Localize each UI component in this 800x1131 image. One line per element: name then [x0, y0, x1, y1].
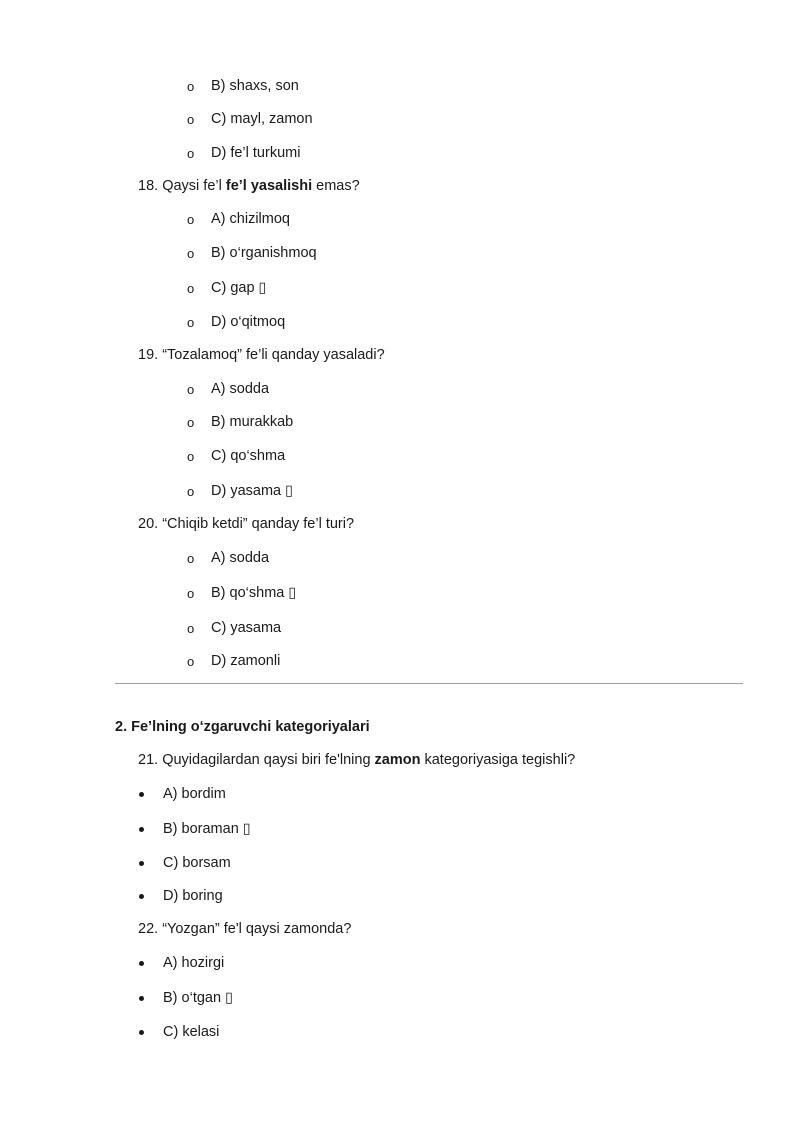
question-text-bold: zamon: [374, 752, 421, 768]
answer-option: D) boring: [163, 888, 223, 904]
question-number: 21.: [138, 752, 159, 768]
bullet-dot: [139, 1030, 144, 1035]
question-text-post: kategoriyasiga tegishli?: [420, 752, 576, 768]
list-marker: o: [187, 315, 195, 330]
answer-option: B) o‘tgan ▯: [163, 990, 234, 1006]
question-text: “Chiqib ketdi” qanday fe’l turi?: [162, 516, 355, 532]
list-marker: o: [187, 449, 195, 464]
question-text-pre: Quyidagilardan qaysi biri fe'lning: [162, 752, 375, 768]
question-number: 22.: [138, 921, 159, 937]
list-marker: o: [187, 415, 195, 430]
answer-option: C) yasama: [211, 620, 282, 636]
answer-option: C) kelasi: [163, 1024, 220, 1040]
question-text: “Yozgan” fe'l qaysi zamonda?: [162, 921, 352, 937]
question-number: 18.: [138, 178, 159, 194]
list-marker: o: [187, 621, 195, 636]
question-22: [138, 920, 351, 938]
question-20: [138, 515, 354, 533]
question-text-pre: Qaysi fe’l: [162, 178, 226, 194]
answer-option: D) zamonli: [211, 653, 281, 669]
answer-option: B) murakkab: [211, 414, 294, 430]
question-text-post: emas?: [312, 178, 360, 194]
answer-option: A) chizilmoq: [211, 211, 290, 227]
answer-option: C) qo‘shma: [211, 448, 286, 464]
question-19: [138, 346, 385, 364]
bullet-dot: [139, 961, 144, 966]
question-number: 20.: [138, 516, 159, 532]
answer-option: C) gap ▯: [211, 280, 267, 296]
answer-option: A) sodda: [211, 381, 270, 397]
bullet-dot: [139, 894, 144, 899]
answer-option: C) mayl, zamon: [211, 111, 313, 127]
answer-option: A) sodda: [211, 550, 270, 566]
answer-option: A) bordim: [163, 786, 226, 802]
list-marker: o: [187, 212, 195, 227]
answer-option: D) o‘qitmoq: [211, 314, 286, 330]
list-marker: o: [187, 654, 195, 669]
bullet-dot: [139, 861, 144, 866]
list-marker: o: [187, 551, 195, 566]
list-marker: o: [187, 79, 195, 94]
list-marker: o: [187, 484, 195, 499]
section-heading: 2. Fe’lning o‘zgaruvchi kategoriyalari: [115, 719, 370, 735]
answer-option: B) shaxs, son: [211, 78, 299, 94]
bullet-dot: [139, 792, 144, 797]
bullet-dot: [139, 827, 144, 832]
question-21: [138, 751, 575, 769]
list-marker: o: [187, 146, 195, 161]
answer-option: A) hozirgi: [163, 955, 225, 971]
question-18: [138, 177, 360, 195]
answer-option: C) borsam: [163, 855, 231, 871]
list-marker: o: [187, 382, 195, 397]
question-number: 19.: [138, 347, 159, 363]
answer-option: B) boraman ▯: [163, 821, 251, 837]
answer-option: B) o‘rganishmoq: [211, 245, 317, 261]
answer-option: B) qo‘shma ▯: [211, 585, 297, 601]
list-marker: o: [187, 586, 195, 601]
answer-option: D) yasama ▯: [211, 483, 294, 499]
list-marker: o: [187, 112, 195, 127]
list-marker: o: [187, 246, 195, 261]
section-divider: [115, 683, 743, 684]
bullet-dot: [139, 996, 144, 1001]
answer-option: D) fe’l turkumi: [211, 145, 301, 161]
list-marker: o: [187, 281, 195, 296]
question-text-bold: fe’l yasalishi: [225, 178, 313, 194]
question-text: “Tozalamoq” fe’li qanday yasaladi?: [162, 347, 385, 363]
